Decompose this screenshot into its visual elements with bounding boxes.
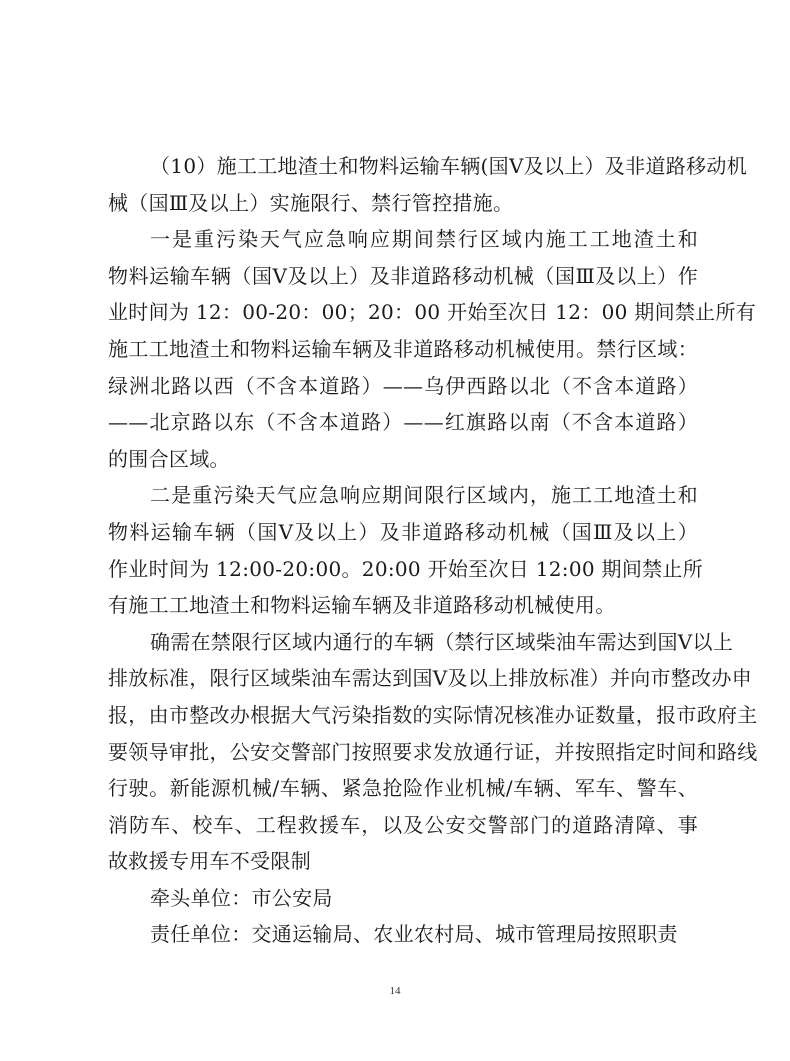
text-line: 二是重污染天气应急响应期间限行区域内，施工工地渣土和 [150,483,698,508]
text-line: 绿洲北路以西（不含本道路）——乌伊西路以北（不含本道路） [108,373,698,398]
text-line: ——北京路以东（不含本道路）——红旗路以南（不含本道路） [108,410,698,435]
text-line: （10）施工工地渣土和物料运输车辆(国Ⅴ及以上）及非道路移动机 [150,154,747,178]
text-line: 物料运输车辆（国Ⅴ及以上）及非道路移动机械（国Ⅲ及以上） [108,519,698,544]
text-line: 消防车、校车、工程救援车，以及公安交警部门的道路清障、事 [108,812,698,837]
page-number: 14 [389,985,401,997]
text-line: 报，由市整改办根据大气污染指数的实际情况核准办证数量，报市政府主 [108,702,758,727]
text-line: 业时间为 12：00-20：00；20：00 开始至次日 12：00 期间禁止所有 [108,300,757,325]
document-body [108,148,758,953]
text-line: 物料运输车辆（国Ⅴ及以上）及非道路移动机械（国Ⅲ及以上）作 [108,263,698,288]
text-line: 有施工工地渣土和物料运输车辆及非道路移动机械使用。 [108,593,616,618]
text-line: 故救援专用车不受限制 [108,849,311,874]
text-line: 作业时间为 12:00-20:00。20:00 开始至次日 12:00 期间禁止所 [108,556,704,581]
text-line: 确需在禁限行区域内通行的车辆（禁行区域柴油车需达到国Ⅴ以上 [150,629,734,654]
text-line: 行驶。新能源机械/车辆、紧急抢险作业机械/车辆、军车、警车、 [108,776,698,801]
text-line: 责任单位：交通运输局、农业农村局、城市管理局按照职责 [150,922,678,947]
text-line: 械（国Ⅲ及以上）实施限行、禁行管控措施。 [108,190,514,215]
text-line: 排放标准，限行区域柴油车需达到国Ⅴ及以上排放标准）并向市整改办申 [108,666,753,691]
text-line: 牵头单位：市公安局 [150,885,333,910]
text-line: 施工工地渣土和物料运输车辆及非道路移动机械使用。禁行区域： [108,336,698,361]
text-line: 要领导审批，公安交警部门按照要求发放通行证，并按照指定时间和路线 [108,739,758,764]
text-line: 一是重污染天气应急响应期间禁行区域内施工工地渣土和 [150,227,698,252]
text-line: 的围合区域。 [108,446,230,471]
